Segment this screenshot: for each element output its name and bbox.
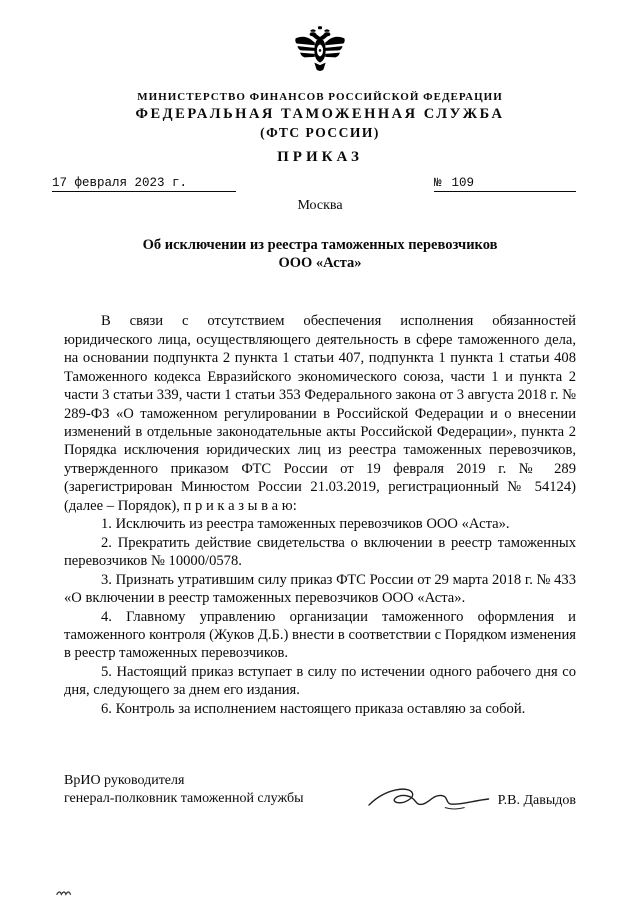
document-title (64, 236, 576, 272)
signer-name: Р.В. Давыдов (497, 792, 576, 808)
document-title-line2: ООО «Аста» (278, 255, 362, 272)
city-name: Москва (297, 198, 343, 213)
coat-of-arms-icon (294, 26, 346, 74)
document-date: 17 февраля 2023 г. (52, 176, 236, 192)
signer-position (64, 772, 303, 808)
order-item-6: 6. Контроль за исполнением настоящего приказа оставляю за собой. (101, 700, 526, 717)
number-value: 109 (451, 176, 475, 190)
signature-icon (362, 784, 492, 814)
order-item-2: 2. Прекратить действие свидетельства о включении в реестр таможенных перевозчиков № 10000/0578. (64, 534, 576, 570)
signature-block (64, 772, 576, 808)
order-item-5: 5. Настоящий приказ вступает в силу по истечении одного рабочего дня со дня, следующего за днем его издания. (64, 663, 576, 699)
scan-artifact-icon (56, 888, 74, 897)
order-item-3: 3. Признать утратившим силу приказ ФТС России от 29 марта 2018 г. № 433 «О включении в реестр таможенных перевозчиков ООО «Аста». (64, 571, 576, 607)
signature-and-name (362, 779, 576, 809)
signer-position-line1: ВрИО руководителя (64, 773, 185, 789)
document-body (64, 312, 576, 718)
signer-position-line2: генерал-полковник таможенной службы (64, 791, 304, 807)
ministry-name: МИНИСТЕРСТВО ФИНАНСОВ РОССИЙСКОЙ ФЕДЕРАЦИИ (137, 91, 503, 103)
emblem-container (64, 26, 576, 79)
order-item-4: 4. Главному управлению организации таможенного оформления и таможенного контроля (Жуков Д.Б.) внести в соответствии с Порядком изменения в реестр таможенных перевозчиков. (64, 608, 576, 662)
document-number (434, 176, 576, 192)
agency-name: ФЕДЕРАЛЬНАЯ ТАМОЖЕННАЯ СЛУЖБА (135, 106, 505, 122)
order-item-1: 1. Исключить из реестра таможенных перевозчиков ООО «Аста». (101, 516, 510, 533)
document-type: ПРИКАЗ (277, 149, 363, 165)
date-number-row (52, 176, 576, 192)
document-title-line1: Об исключении из реестра таможенных перевозчиков (142, 237, 498, 253)
preamble-paragraph: В связи с отсутствием обеспечения исполнения обязанностей юридического лица, осуществляющего деятельность в сфере таможенного дела, на основании подпункта 2 пункта 1 статьи 407, подпункта 1 пункта 1 статьи 408 Таможенного кодекса Евразийского экономического союза, части 1 и пункта 2 части 3 статьи 339, части 1 статьи 353 Федерального закона от 3 августа 2018 г. № 289-ФЗ «О таможенном регулировании в Российской Федерации и о внесении изменений в отдельные законодательные акты Российской Федерации», пункта 2 Порядка исключения юридических лиц из реестра таможенных перевозчиков, утвержденного приказом ФТС России от 19 февраля 2019 г. № 289 (зарегистрирован Минюстом России 21.03.2019, регистрационный № 54124) (далее – Порядок), п р и к а з ы в а ю: (64, 313, 576, 514)
agency-short-name: (ФТС РОССИИ) (260, 125, 380, 140)
number-sign-label: № (434, 176, 442, 190)
